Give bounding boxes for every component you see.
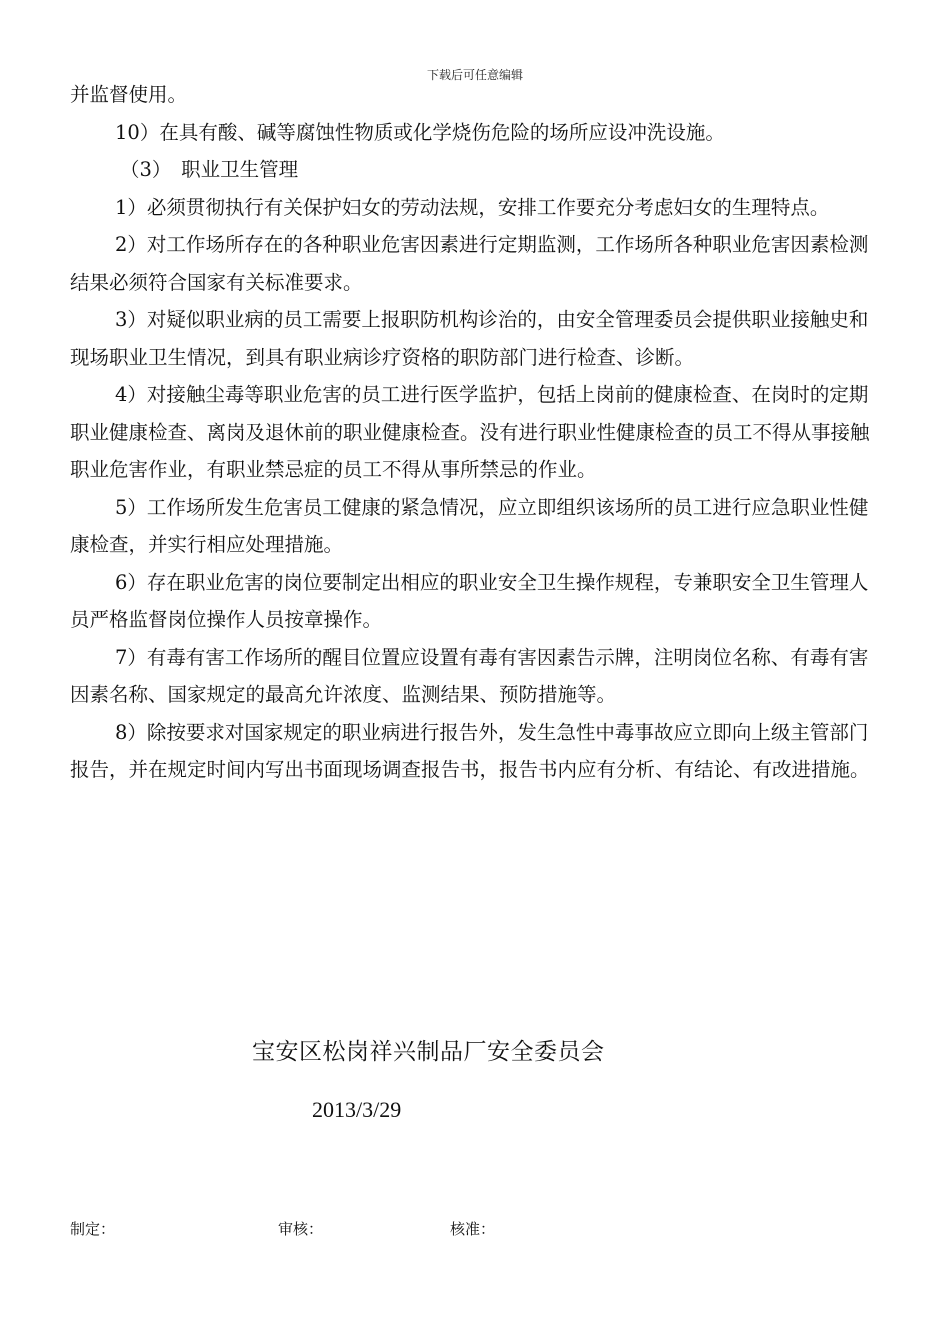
paragraph-item-4: 4）对接触尘毒等职业危害的员工进行医学监护，包括上岗前的健康检查、在岗时的定期职业健康检查、离岗及退休前的职业健康检查。没有进行职业性健康检查的员工不得从事接触职业危害作业，有职业禁忌症的员工不得从事所禁忌的作业。 bbox=[70, 383, 870, 481]
approval-made-by: 制定： bbox=[70, 1220, 116, 1238]
paragraph-item-1: 1）必须贯彻执行有关保护妇女的劳动法规，安排工作要充分考虑妇女的生理特点。 bbox=[115, 195, 830, 219]
paragraph-item-10: 10）在具有酸、碱等腐蚀性物质或化学烧伤危险的场所应设冲洗设施。 bbox=[115, 120, 725, 144]
signature-date: 2013/3/29 bbox=[312, 1097, 402, 1122]
header-note: 下载后可任意编辑 bbox=[426, 68, 523, 82]
section-heading-occupational-health: （3） 职业卫生管理 bbox=[120, 158, 299, 181]
signature-organization: 宝安区松岗祥兴制品厂安全委员会 bbox=[252, 1039, 605, 1065]
paragraph-item-2: 2）对工作场所存在的各种职业危害因素进行定期监测，工作场所各种职业危害因素检测结果必须符合国家有关标准要求。 bbox=[70, 233, 869, 294]
paragraph-item-8: 8）除按要求对国家规定的职业病进行报告外，发生急性中毒事故应立即向上级主管部门报告，并在规定时间内写出书面现场调查报告书，报告书内应有分析、有结论、有改进措施。 bbox=[70, 720, 870, 781]
approval-reviewed-by: 审核： bbox=[278, 1220, 324, 1238]
approval-approved-by: 核准： bbox=[450, 1220, 496, 1238]
paragraph-continuation: 并监督使用。 bbox=[70, 83, 188, 106]
paragraph-item-5: 5）工作场所发生危害员工健康的紧急情况，应立即组织该场所的员工进行应急职业性健康检查，并实行相应处理措施。 bbox=[70, 495, 869, 556]
paragraph-item-7: 7）有毒有害工作场所的醒目位置应设置有毒有害因素告示牌，注明岗位名称、有毒有害因素名称、国家规定的最高允许浓度、监测结果、预防措施等。 bbox=[70, 645, 869, 706]
document-body bbox=[70, 76, 885, 789]
paragraph-item-6: 6）存在职业危害的岗位要制定出相应的职业安全卫生操作规程，专兼职安全卫生管理人员严格监督岗位操作人员按章操作。 bbox=[70, 570, 869, 631]
paragraph-item-3: 3）对疑似职业病的员工需要上报职防机构诊治的，由安全管理委员会提供职业接触史和现场职业卫生情况，到具有职业病诊疗资格的职防部门进行检查、诊断。 bbox=[70, 308, 869, 369]
